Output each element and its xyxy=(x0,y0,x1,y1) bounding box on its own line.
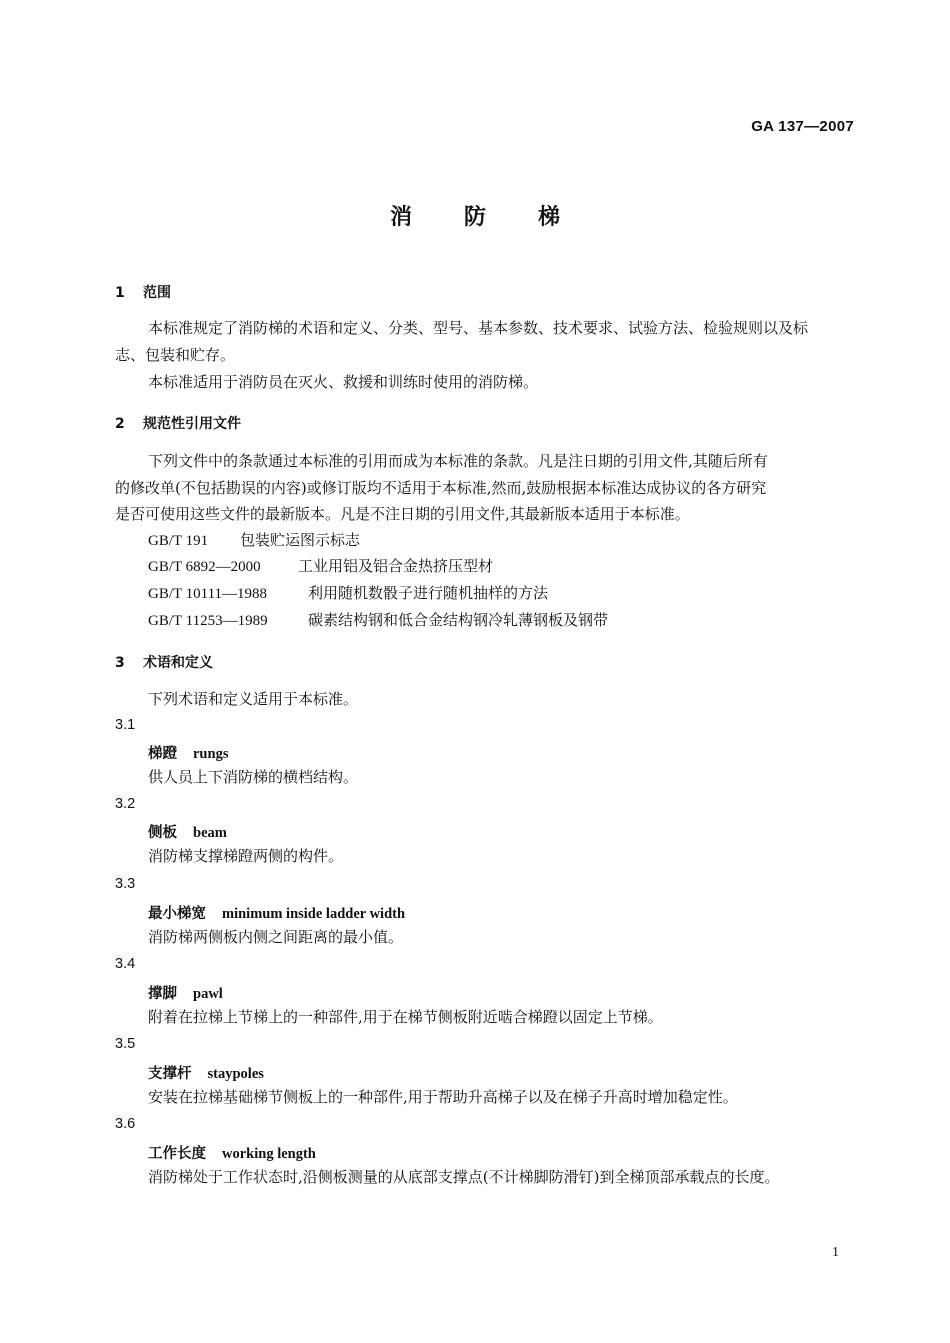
term-en: rungs xyxy=(193,746,229,762)
term-zh: 工作长度 xyxy=(148,1146,206,1162)
reference-code: GB/T 191 xyxy=(148,533,209,549)
term-number: 3.2 xyxy=(115,796,136,812)
paragraph-line: 本标准适用于消防员在灭火、救援和训练时使用的消防梯。 xyxy=(148,373,539,391)
section-title: 术语和定义 xyxy=(143,655,213,671)
term-zh: 撑脚 xyxy=(148,986,177,1002)
section-number: 3 xyxy=(115,655,125,671)
term-heading xyxy=(148,821,227,842)
reference-code: GB/T 6892—2000 xyxy=(148,559,261,575)
reference-code: GB/T 10111—1988 xyxy=(148,586,268,602)
reference-item xyxy=(148,527,360,554)
reference-title: 利用随机数骰子进行随机抽样的方法 xyxy=(308,584,549,602)
term-heading xyxy=(148,902,405,923)
term-definition: 消防梯支撑梯蹬两侧的构件。 xyxy=(148,847,344,865)
section-title: 规范性引用文件 xyxy=(143,416,241,432)
term-definition: 供人员上下消防梯的横档结构。 xyxy=(148,768,359,786)
term-zh: 最小梯宽 xyxy=(148,906,206,922)
section-number: 1 xyxy=(115,285,125,301)
term-number: 3.1 xyxy=(115,717,136,733)
reference-item xyxy=(148,607,608,634)
paragraph-line: 本标准规定了消防梯的术语和定义、分类、型号、基本参数、技术要求、试验方法、检验规则以及标 xyxy=(148,319,809,337)
term-number: 3.3 xyxy=(115,876,136,892)
term-heading xyxy=(148,1062,264,1083)
term-en: minimum inside ladder width xyxy=(222,906,406,922)
paragraph-line: 下列文件中的条款通过本标准的引用而成为本标准的条款。凡是注日期的引用文件,其随后所有 xyxy=(148,452,768,470)
standard-code: GA 137—2007 xyxy=(751,118,854,135)
reference-title: 工业用铝及铝合金热挤压型材 xyxy=(298,557,494,575)
reference-title: 碳素结构钢和低合金结构钢冷轧薄钢板及钢带 xyxy=(308,611,609,629)
page-number: 1 xyxy=(832,1245,839,1260)
section-1-heading xyxy=(115,282,171,302)
term-number: 3.6 xyxy=(115,1116,136,1132)
paragraph-line: 下列术语和定义适用于本标准。 xyxy=(148,690,359,708)
term-definition: 附着在拉梯上节梯上的一种部件,用于在梯节侧板附近啮合梯蹬以固定上节梯。 xyxy=(148,1008,663,1026)
term-heading xyxy=(148,982,223,1003)
reference-item xyxy=(148,553,493,580)
reference-title: 包装贮运图示标志 xyxy=(240,531,361,549)
reference-item xyxy=(148,580,548,607)
term-zh: 梯蹬 xyxy=(148,746,177,762)
paragraph-line: 是否可使用这些文件的最新版本。凡是不注日期的引用文件,其最新版本适用于本标准。 xyxy=(115,505,690,523)
paragraph-line: 志、包装和贮存。 xyxy=(115,346,236,364)
term-definition: 消防梯两侧板内侧之间距离的最小值。 xyxy=(148,928,404,946)
section-number: 2 xyxy=(115,416,125,432)
section-title: 范围 xyxy=(143,285,171,301)
section-2-heading xyxy=(115,413,241,433)
term-en: working length xyxy=(222,1146,316,1162)
term-definition: 安装在拉梯基础梯节侧板上的一种部件,用于帮助升高梯子以及在梯子升高时增加稳定性。 xyxy=(148,1088,738,1106)
term-zh: 支撑杆 xyxy=(148,1066,192,1082)
section-3-heading xyxy=(115,652,213,672)
term-zh: 侧板 xyxy=(148,825,177,841)
reference-code: GB/T 11253—1989 xyxy=(148,613,268,629)
page-title: 消防梯 xyxy=(389,205,612,230)
term-en: beam xyxy=(193,825,227,841)
paragraph-line: 的修改单(不包括勘误的内容)或修订版均不适用于本标准,然而,鼓励根据本标准达成协议的各方研究 xyxy=(115,479,767,497)
term-number: 3.4 xyxy=(115,956,136,972)
term-definition: 消防梯处于工作状态时,沿侧板测量的从底部支撑点(不计梯脚防滑钉)到全梯顶部承载点的长度。 xyxy=(148,1168,780,1186)
term-en: staypoles xyxy=(207,1066,264,1082)
term-heading xyxy=(148,742,228,763)
term-number: 3.5 xyxy=(115,1036,136,1052)
term-en: pawl xyxy=(193,986,223,1002)
term-heading xyxy=(148,1142,316,1163)
